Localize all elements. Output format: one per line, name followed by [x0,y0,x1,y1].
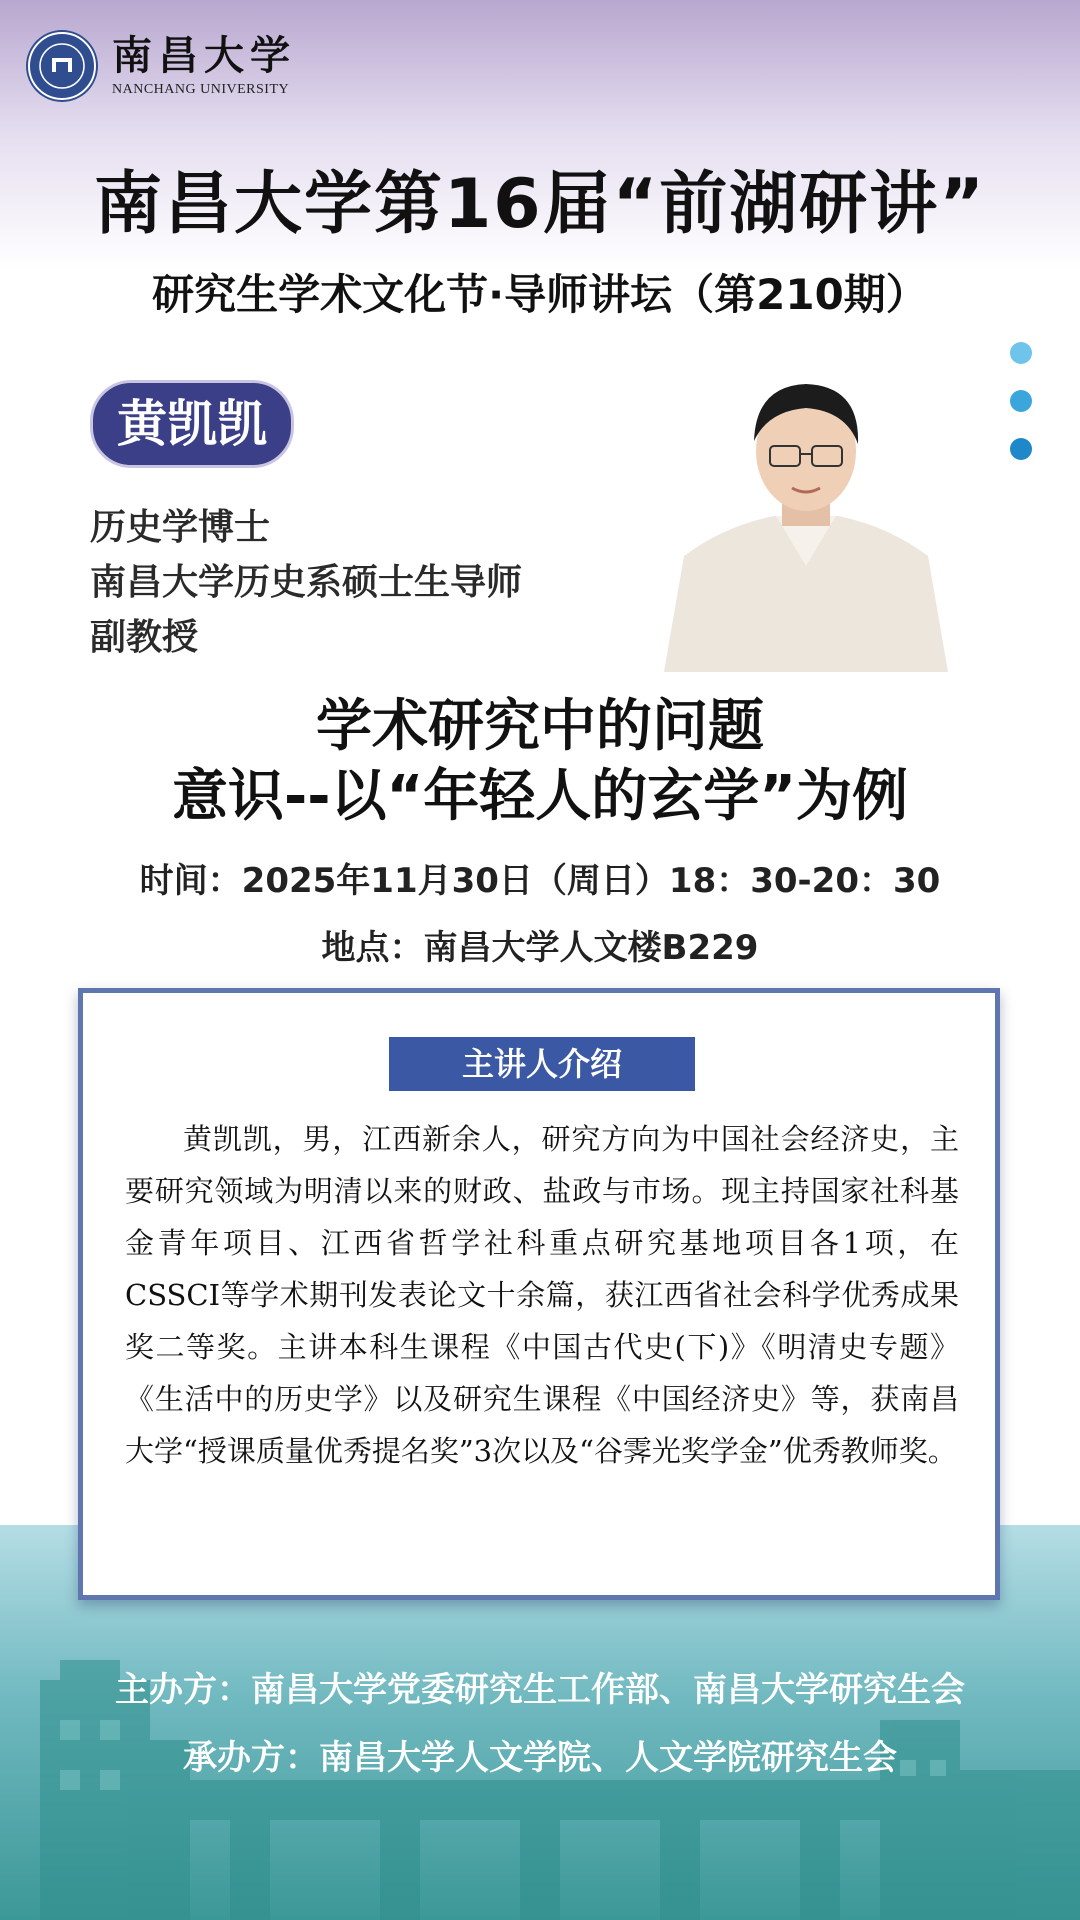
organizer-organization: 承办方：南昌大学人文学院、人文学院研究生会 [183,1738,897,1778]
university-seal-icon [26,30,98,102]
speaker-intro-box [78,988,1000,1600]
event-time: 时间：2025年11月30日（周日）18：30-20：30 [139,861,941,901]
intro-text: 黄凯凯，男，江西新余人，研究方向为中国社会经济史，主要研究领域为明清以来的财政、盐政与市场。现主持国家社科基金青年项目、江西省哲学社科重点研究基地项目各1项，在CSSCI等学术期刊发表论文十余篇，获江西省社会科学优秀成果奖二等奖。主讲本科生课程《中国古代史(下)》《明清史专题》《生活中的历史学》以及研究生课程《中国经济史》等，获南昌大学“授课质量优秀提名奖”3次以及“谷霁光奖学金”优秀教师奖。 [125,1122,959,1468]
speaker-credentials [90,500,522,665]
logo-english-name: NANCHANG UNIVERSITY [112,82,290,97]
intro-header: 主讲人介绍 [389,1037,695,1091]
talk-title-line2: 意识--以“年轻人的玄学”为例 [171,764,909,829]
host-organization: 主办方：南昌大学党委研究生工作部、南昌大学研究生会 [115,1670,965,1710]
speaker-photo [664,366,948,672]
talk-title [0,692,1080,832]
decorative-dots [1010,342,1032,486]
dot-icon [1010,390,1032,412]
credential-degree: 历史学博士 [90,507,271,548]
logo-chinese-name: 南昌大学 [112,32,296,79]
event-place: 地点：南昌大学人文楼B229 [321,928,759,968]
talk-title-line1: 学术研究中的问题 [316,694,764,759]
speaker-name-badge: 黄凯凯 [90,380,294,468]
dot-icon [1010,342,1032,364]
credential-position: 南昌大学历史系硕士生导师 [90,562,523,603]
credential-title: 副教授 [90,617,199,658]
sub-title: 研究生学术文化节·导师讲坛（第210期） [152,270,928,319]
university-logo [26,30,296,102]
dot-icon [1010,438,1032,460]
main-title: 南昌大学第16届“前湖研讲” [93,165,986,244]
